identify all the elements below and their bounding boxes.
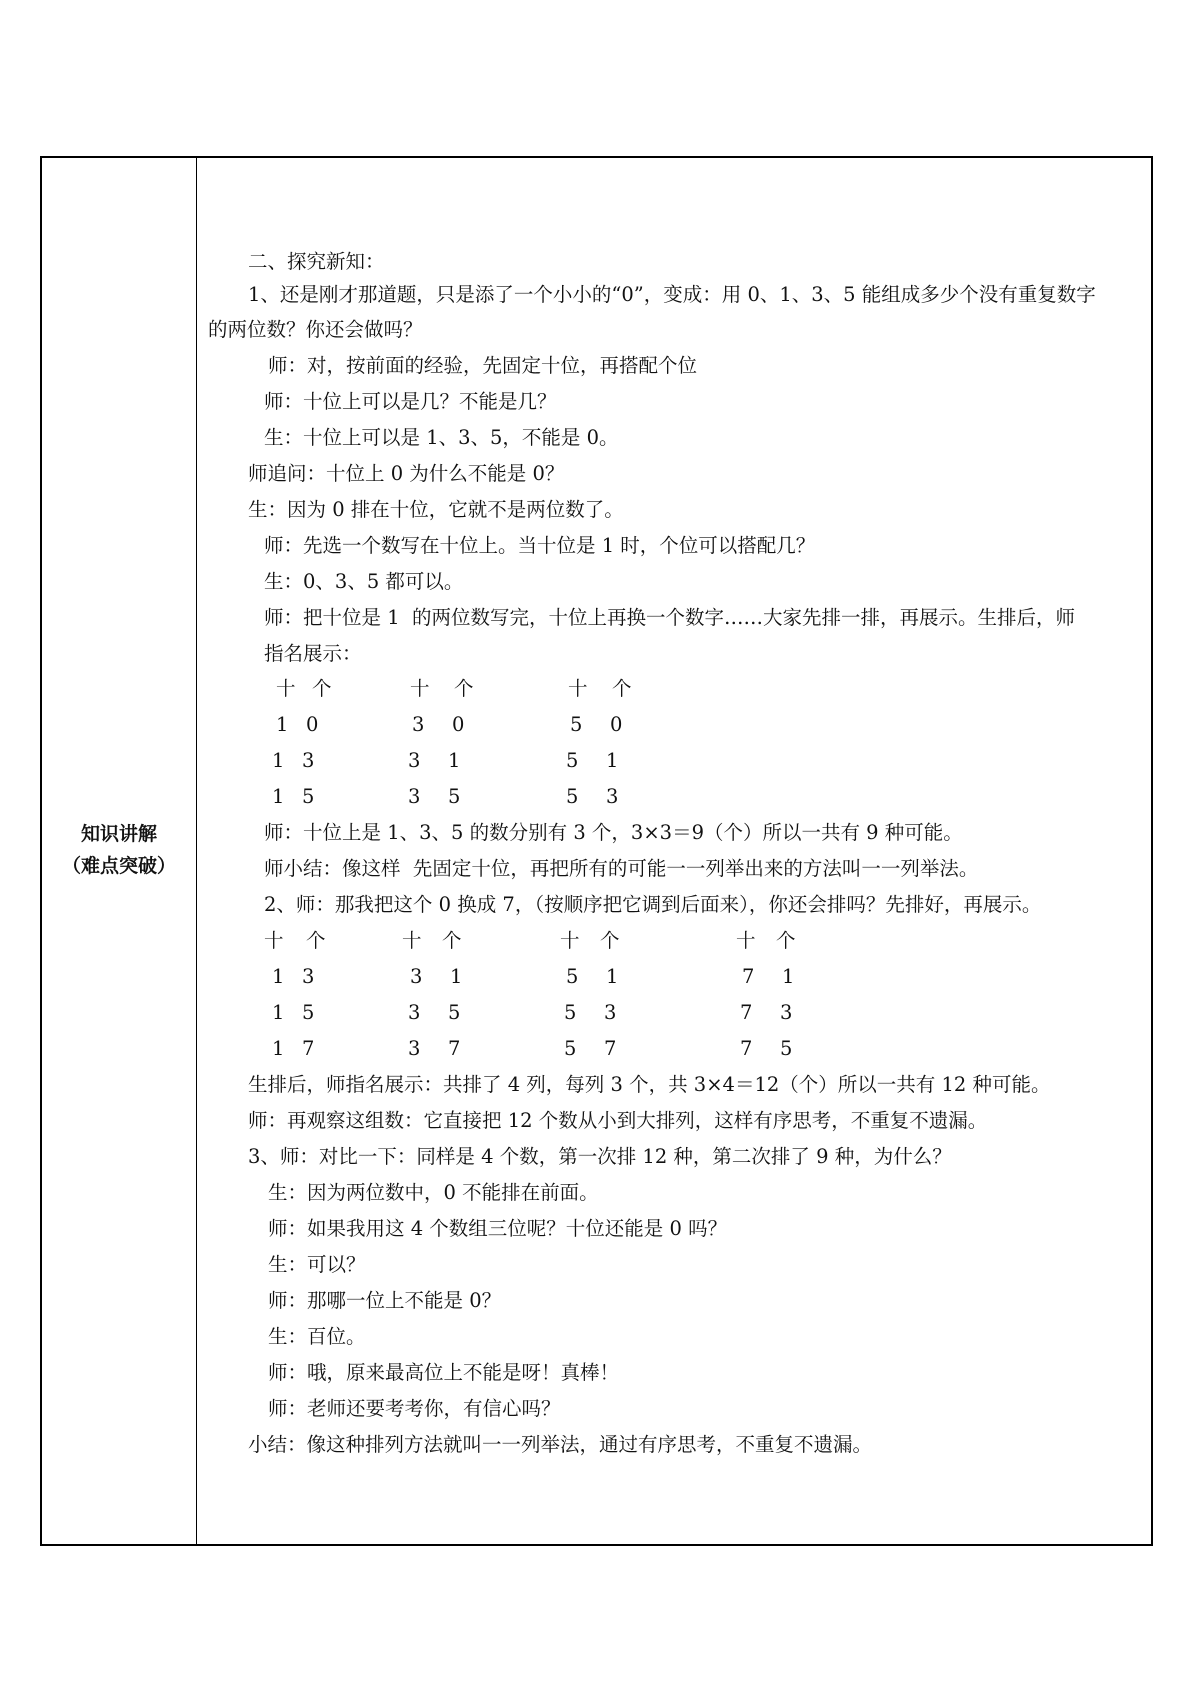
student-line-2: 生：因为 0 排在十位，它就不是两位数了。 [248, 498, 624, 521]
grid-cell: 3 [606, 785, 619, 808]
grid-cell: 1 [606, 749, 619, 772]
grid-cell: 5 [570, 713, 583, 736]
question-2: 2、师：那我把这个 0 换成 7，（按顺序把它调到后面来），你还会排吗？先排好，再展示。 [264, 893, 1042, 916]
teacher-line-9: 师：如果我用这 4 个数组三位呢？十位还能是 0 吗？ [268, 1217, 728, 1240]
row-label-line2: （难点突破） [61, 855, 176, 877]
teacher-summary-1: 师小结：像这样 先固定十位，再把所有的可能一一列举出来的方法叫一一列举法。 [264, 857, 979, 880]
student-line-4: 生排后，师指名展示：共排了 4 列，每列 3 个，共 3×4＝12（个）所以一共有 12 种可能。 [248, 1073, 1051, 1096]
grid-1-header-ten: 十 [568, 677, 588, 700]
grid-1-header-one: 个 [612, 677, 632, 700]
grid-cell: 5 [448, 1001, 461, 1024]
grid-cell: 1 [272, 785, 285, 808]
grid-cell: 7 [742, 965, 755, 988]
grid-cell: 5 [302, 1001, 315, 1024]
grid-cell: 5 [566, 785, 579, 808]
grid-2-header-ten: 十 [736, 929, 756, 952]
grid-cell: 5 [564, 1037, 577, 1060]
section-title: 二、探究新知： [248, 250, 385, 273]
lesson-summary: 小结：像这种排列方法就叫一一列举法，通过有序思考，不重复不遗漏。 [248, 1433, 873, 1456]
grid-1-header-one: 个 [454, 677, 474, 700]
grid-cell: 3 [408, 1001, 421, 1024]
teacher-line-2: 师：十位上可以是几？不能是几？ [264, 390, 557, 413]
grid-cell: 1 [272, 965, 285, 988]
teacher-line-6: 师：十位上是 1、3、5 的数分别有 3 个，3×3＝9（个）所以一共有 9 种可能。 [264, 821, 963, 844]
grid-cell: 3 [302, 749, 315, 772]
row-label-line1: 知识讲解 [80, 823, 157, 845]
grid-cell: 3 [408, 1037, 421, 1060]
grid-cell: 0 [610, 713, 623, 736]
grid-cell: 5 [566, 749, 579, 772]
grid-cell: 1 [276, 713, 289, 736]
grid-cell: 0 [452, 713, 465, 736]
grid-cell: 3 [412, 713, 425, 736]
grid-2-header-one: 个 [776, 929, 796, 952]
grid-cell: 3 [408, 785, 421, 808]
teacher-line-5b: 指名展示： [264, 642, 362, 665]
teacher-line-5a: 师：把十位是 1 的两位数写完，十位上再换一个数字……大家先排一排，再展示。生排后，师 [264, 606, 1076, 629]
grid-cell: 3 [780, 1001, 793, 1024]
grid-cell: 3 [408, 749, 421, 772]
grid-cell: 1 [782, 965, 795, 988]
teacher-line-10: 师：那哪一位上不能是 0？ [268, 1289, 502, 1312]
teacher-line-1: 师：对，按前面的经验，先固定十位，再搭配个位 [268, 354, 698, 377]
grid-cell: 1 [272, 1001, 285, 1024]
grid-cell: 5 [780, 1037, 793, 1060]
grid-cell: 5 [448, 785, 461, 808]
student-line-7: 生：百位。 [268, 1325, 366, 1348]
question-1-line-2: 的两位数？你还会做吗？ [208, 318, 423, 341]
grid-2-header-ten: 十 [402, 929, 422, 952]
grid-2-header-one: 个 [600, 929, 620, 952]
grid-cell: 7 [604, 1037, 617, 1060]
teacher-line-8: 师：再观察这组数：它直接把 12 个数从小到大排列，这样有序思考，不重复不遗漏。 [248, 1109, 988, 1132]
student-line-5: 生：因为两位数中，0 不能排在前面。 [268, 1181, 599, 1204]
grid-cell: 3 [410, 965, 423, 988]
grid-2-header-ten: 十 [560, 929, 580, 952]
teacher-line-11: 师：哦，原来最高位上不能是呀！真棒！ [268, 1361, 620, 1384]
grid-2-header-one: 个 [442, 929, 462, 952]
grid-1-header-one: 个 [312, 677, 332, 700]
question-3: 3、师：对比一下：同样是 4 个数，第一次排 12 种，第二次排了 9 种，为什么？ [248, 1145, 952, 1168]
grid-cell: 5 [302, 785, 315, 808]
grid-1-header-ten: 十 [276, 677, 296, 700]
grid-cell: 7 [302, 1037, 315, 1060]
grid-cell: 7 [740, 1001, 753, 1024]
student-line-1: 生：十位上可以是 1、3、5，不能是 0。 [264, 426, 619, 449]
grid-cell: 1 [450, 965, 463, 988]
grid-2-header-ten: 十 [264, 929, 284, 952]
grid-cell: 3 [604, 1001, 617, 1024]
student-line-3: 生：0、3、5 都可以。 [264, 570, 464, 593]
grid-cell: 1 [272, 749, 285, 772]
grid-cell: 1 [272, 1037, 285, 1060]
grid-cell: 7 [740, 1037, 753, 1060]
grid-cell: 1 [448, 749, 461, 772]
grid-2-header-one: 个 [306, 929, 326, 952]
question-1-line-1: 1、还是刚才那道题，只是添了一个小小的“0”，变成：用 0、1、3、5 能组成多少个没有重复数字 [248, 283, 1096, 306]
grid-1-header-ten: 十 [410, 677, 430, 700]
grid-cell: 5 [566, 965, 579, 988]
teacher-line-3: 师追问：十位上 0 为什么不能是 0？ [248, 462, 565, 485]
grid-cell: 1 [606, 965, 619, 988]
teacher-line-12: 师：老师还要考考你，有信心吗？ [268, 1397, 561, 1420]
grid-cell: 0 [306, 713, 319, 736]
grid-cell: 5 [564, 1001, 577, 1024]
grid-cell: 7 [448, 1037, 461, 1060]
teacher-line-4: 师：先选一个数写在十位上。当十位是 1 时，个位可以搭配几？ [264, 534, 816, 557]
grid-cell: 3 [302, 965, 315, 988]
student-line-6: 生：可以？ [268, 1253, 366, 1276]
